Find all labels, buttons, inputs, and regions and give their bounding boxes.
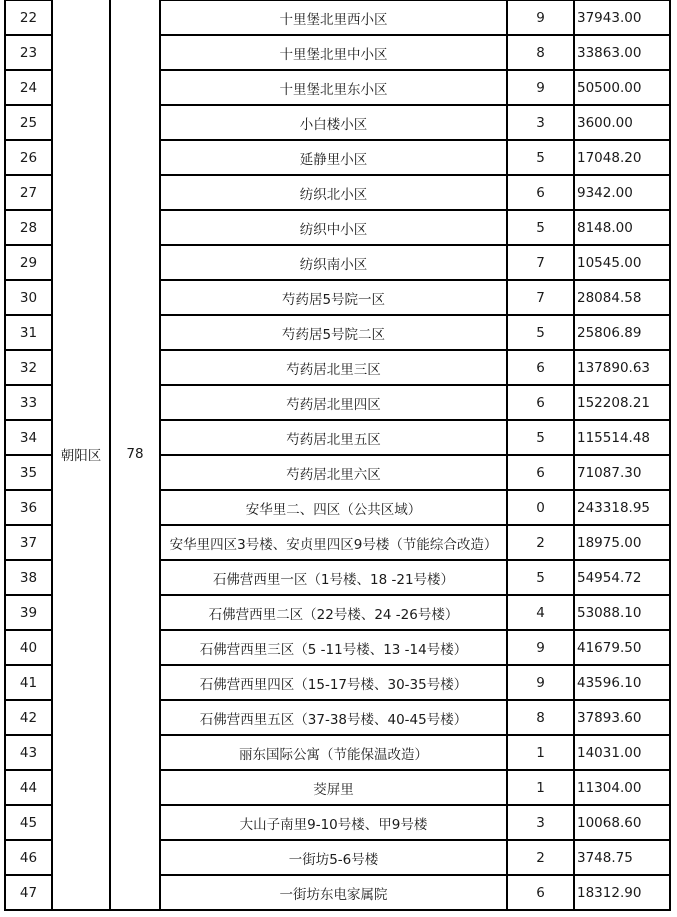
row-number-cell: 33 [5,385,52,420]
count-cell: 9 [507,630,574,665]
community-name-cell: 石佛营西里二区（22号楼、24 -26号楼） [160,595,507,630]
count-cell: 8 [507,700,574,735]
count-cell: 2 [507,840,574,875]
area-cell: 243318.95 [574,490,670,525]
community-name-cell: 延静里小区 [160,140,507,175]
row-number-cell: 29 [5,245,52,280]
community-name-cell: 芍药居5号院二区 [160,315,507,350]
community-name-cell: 纺织中小区 [160,210,507,245]
row-number-cell: 34 [5,420,52,455]
row-number-cell: 32 [5,350,52,385]
area-cell: 11304.00 [574,770,670,805]
count-cell: 6 [507,385,574,420]
row-number-cell: 45 [5,805,52,840]
count-cell: 6 [507,350,574,385]
row-number-cell: 46 [5,840,52,875]
area-cell: 50500.00 [574,70,670,105]
area-cell: 54954.72 [574,560,670,595]
row-number-cell: 25 [5,105,52,140]
count-cell: 9 [507,70,574,105]
count-cell: 7 [507,245,574,280]
row-number-cell: 24 [5,70,52,105]
row-number-cell: 28 [5,210,52,245]
community-name-cell: 一街坊东电家属院 [160,875,507,910]
area-cell: 17048.20 [574,140,670,175]
row-number-cell: 35 [5,455,52,490]
count-cell: 1 [507,770,574,805]
area-cell: 3748.75 [574,840,670,875]
area-cell: 18975.00 [574,525,670,560]
community-name-cell: 石佛营西里一区（1号楼、18 -21号楼） [160,560,507,595]
community-name-cell: 石佛营西里三区（5 -11号楼、13 -14号楼） [160,630,507,665]
row-number-cell: 31 [5,315,52,350]
area-cell: 53088.10 [574,595,670,630]
count-cell: 5 [507,140,574,175]
row-number-cell: 37 [5,525,52,560]
community-name-cell: 丽东国际公寓（节能保温改造） [160,735,507,770]
count-cell: 4 [507,595,574,630]
community-name-cell: 十里堡北里西小区 [160,0,507,35]
row-number-cell: 38 [5,560,52,595]
district-cell: 朝阳区 [52,0,110,910]
count-cell: 8 [507,35,574,70]
community-name-cell: 纺织南小区 [160,245,507,280]
area-cell: 25806.89 [574,315,670,350]
area-cell: 18312.90 [574,875,670,910]
area-cell: 28084.58 [574,280,670,315]
community-name-cell: 芍药居北里四区 [160,385,507,420]
area-cell: 14031.00 [574,735,670,770]
row-number-cell: 41 [5,665,52,700]
count-cell: 6 [507,455,574,490]
community-name-cell: 茭屏里 [160,770,507,805]
count-cell: 5 [507,420,574,455]
row-number-cell: 43 [5,735,52,770]
count-cell: 5 [507,560,574,595]
community-name-cell: 芍药居5号院一区 [160,280,507,315]
community-name-cell: 十里堡北里东小区 [160,70,507,105]
row-number-cell: 40 [5,630,52,665]
count-cell: 5 [507,315,574,350]
count-cell: 9 [507,665,574,700]
community-name-cell: 芍药居北里三区 [160,350,507,385]
row-number-cell: 44 [5,770,52,805]
district-count-cell: 78 [110,0,160,910]
row-number-cell: 36 [5,490,52,525]
community-name-cell: 大山子南里9-10号楼、甲9号楼 [160,805,507,840]
row-number-cell: 47 [5,875,52,910]
area-cell: 3600.00 [574,105,670,140]
area-cell: 37943.00 [574,0,670,35]
community-name-cell: 安华里四区3号楼、安贞里四区9号楼（节能综合改造） [160,525,507,560]
community-name-cell: 石佛营西里五区（37-38号楼、40-45号楼） [160,700,507,735]
area-cell: 71087.30 [574,455,670,490]
area-cell: 152208.21 [574,385,670,420]
count-cell: 5 [507,210,574,245]
count-cell: 3 [507,805,574,840]
area-cell: 9342.00 [574,175,670,210]
row-number-cell: 42 [5,700,52,735]
count-cell: 1 [507,735,574,770]
count-cell: 0 [507,490,574,525]
row-number-cell: 23 [5,35,52,70]
area-cell: 115514.48 [574,420,670,455]
area-cell: 10545.00 [574,245,670,280]
count-cell: 6 [507,175,574,210]
area-cell: 137890.63 [574,350,670,385]
community-name-cell: 小白楼小区 [160,105,507,140]
community-name-cell: 十里堡北里中小区 [160,35,507,70]
community-name-cell: 一街坊5-6号楼 [160,840,507,875]
community-name-cell: 芍药居北里五区 [160,420,507,455]
data-table [4,0,671,911]
area-cell: 43596.10 [574,665,670,700]
row-number-cell: 22 [5,0,52,35]
area-cell: 10068.60 [574,805,670,840]
count-cell: 6 [507,875,574,910]
row-number-cell: 27 [5,175,52,210]
community-name-cell: 安华里二、四区（公共区域） [160,490,507,525]
area-cell: 37893.60 [574,700,670,735]
area-cell: 33863.00 [574,35,670,70]
area-cell: 41679.50 [574,630,670,665]
area-cell: 8148.00 [574,210,670,245]
row-number-cell: 39 [5,595,52,630]
row-number-cell: 26 [5,140,52,175]
count-cell: 2 [507,525,574,560]
count-cell: 7 [507,280,574,315]
row-number-cell: 30 [5,280,52,315]
count-cell: 9 [507,0,574,35]
community-name-cell: 纺织北小区 [160,175,507,210]
community-name-cell: 石佛营西里四区（15-17号楼、30-35号楼） [160,665,507,700]
count-cell: 3 [507,105,574,140]
community-name-cell: 芍药居北里六区 [160,455,507,490]
